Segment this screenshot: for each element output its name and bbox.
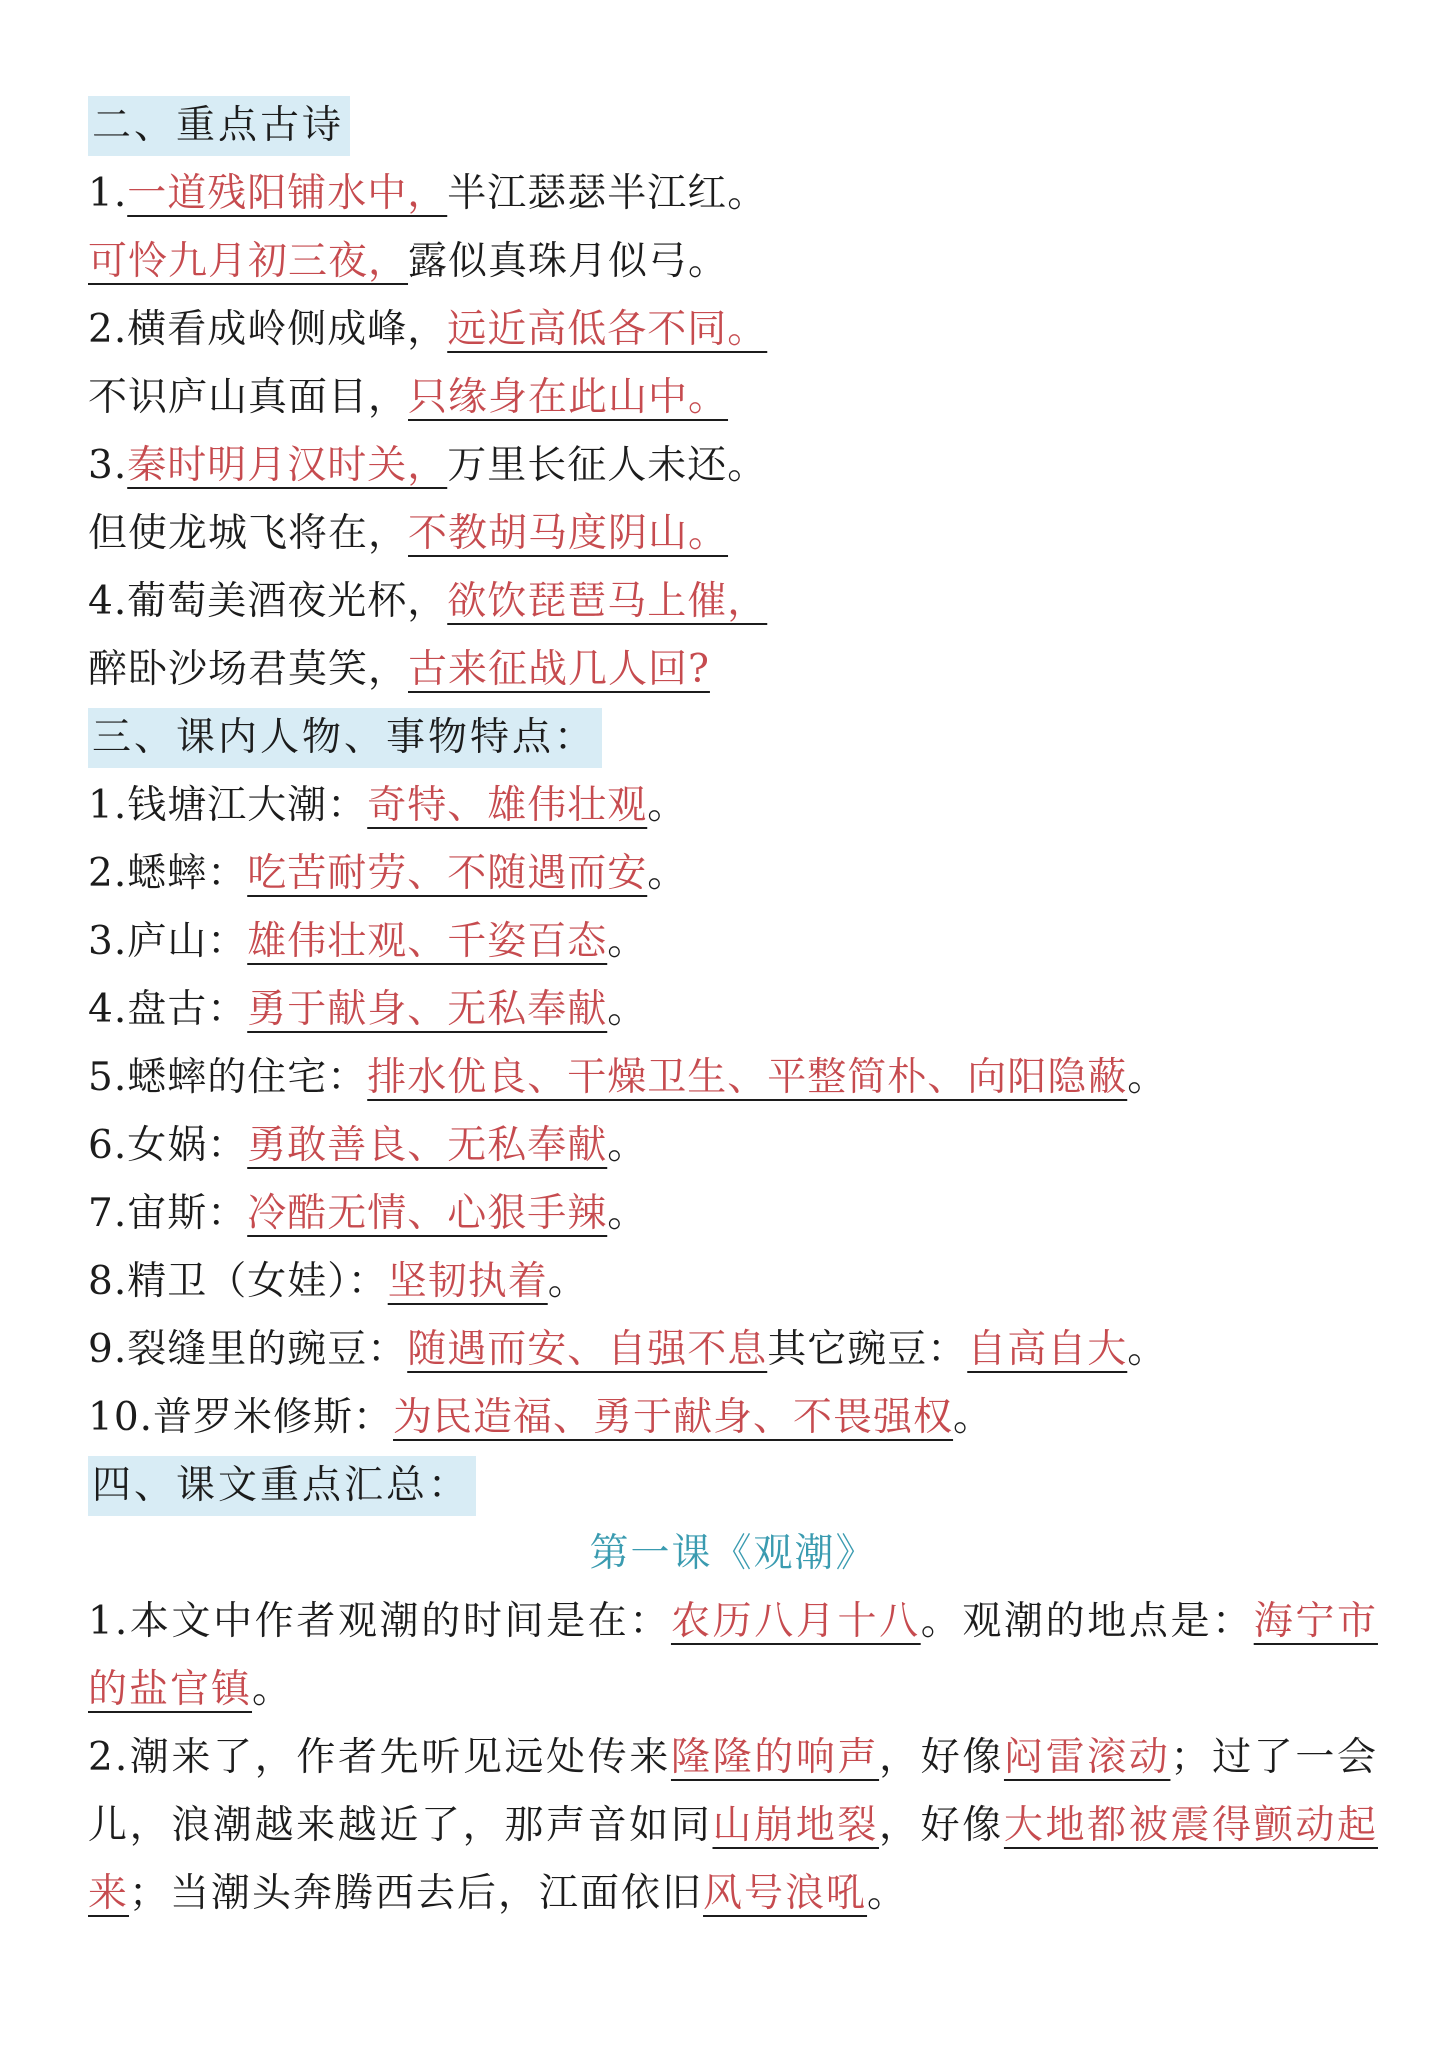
trait-end: 。 [607,919,648,964]
trait-end: 。 [1127,1327,1168,1372]
poem-text: 但使龙城飞将在， [88,511,409,556]
trait-end: 。 [607,987,648,1032]
section-heading-row [88,92,1378,160]
poem-line [88,296,1378,364]
trait-answer: 排水优良、干燥卫生、平整简朴、向阳隐蔽 [367,1055,1128,1100]
item-number: 3. [88,443,128,488]
trait-answer: 勇敢善良、无私奉献 [247,1123,608,1168]
section-heading-poems: 二、重点古诗 [88,96,350,156]
answer-text: 大地都被震得颤动起来 [88,1803,1378,1916]
trait-item [88,1316,1378,1384]
section-heading-characters: 三、课内人物、事物特点： [88,708,602,768]
trait-end: 。 [607,1191,648,1236]
question-text: 1.本文中作者观潮的时间是在： [88,1599,671,1644]
answer-text: 农历八月十八 [670,1599,921,1644]
question-text: 。观潮的地点是： [920,1599,1254,1644]
trait-answer: 雄伟壮观、千姿百态 [247,919,608,964]
answer-text: 秦时明月汉时关， [127,443,448,488]
poem-line [88,636,1378,704]
summary-question-1 [88,1588,1378,1724]
answer-text: 隆隆的响声 [670,1735,880,1780]
answer-text: 只缘身在此山中。 [408,375,729,420]
trait-item [88,1180,1378,1248]
answer-text: 山崩地裂 [712,1803,880,1848]
answer-text: 一道残阳铺水中， [127,171,448,216]
answer-text: 可怜九月初三夜， [88,239,409,284]
trait-item [88,1112,1378,1180]
trait-answer: 坚韧执着 [387,1259,548,1304]
summary-question-2 [88,1724,1378,1928]
trait-answer: 随遇而安、自强不息 [407,1327,768,1372]
poem-text: 横看成岭侧成峰， [127,307,448,352]
trait-item [88,840,1378,908]
trait-end: 。 [647,783,688,828]
trait-label: 6.女娲： [88,1123,248,1168]
trait-item [88,1044,1378,1112]
trait-answer-2: 自高自大 [967,1327,1128,1372]
poem-line [88,364,1378,432]
trait-label: 2.蟋蟀： [88,851,248,896]
trait-mid: 其它豌豆： [767,1327,968,1372]
trait-label: 3.庐山： [88,919,248,964]
section-heading-row [88,1452,1378,1520]
trait-end: 。 [647,851,688,896]
poem-line [88,228,1378,296]
trait-answer: 为民造福、勇于献身、不畏强权 [393,1395,954,1440]
poem-line [88,500,1378,568]
document-page [88,92,1378,1928]
poem-line [88,160,1378,228]
poem-text: 不识庐山真面目， [88,375,409,420]
trait-answer: 奇特、雄伟壮观 [367,783,648,828]
trait-label: 7.宙斯： [88,1191,248,1236]
trait-label: 9.裂缝里的豌豆： [88,1327,408,1372]
poem-text: 万里长征人未还。 [447,443,768,488]
trait-item [88,908,1378,976]
poem-text: 半江瑟瑟半江红。 [447,171,768,216]
trait-item [88,1248,1378,1316]
section-heading-row [88,704,1378,772]
question-text: ；当潮头奔腾西去后，江面依旧 [129,1871,704,1916]
poem-text: 醉卧沙场君莫笑， [88,647,409,692]
answer-text: 闷雷滚动 [1003,1735,1171,1780]
trait-answer: 冷酷无情、心狠手辣 [247,1191,608,1236]
trait-item [88,976,1378,1044]
poem-line [88,432,1378,500]
answer-text: 远近高低各不同。 [447,307,768,352]
poem-text: 葡萄美酒夜光杯， [127,579,448,624]
trait-end: 。 [953,1395,994,1440]
answer-text: 不教胡马度阴山。 [408,511,729,556]
trait-label: 5.蟋蟀的住宅： [88,1055,368,1100]
poem-text: 露似真珠月似弓。 [408,239,729,284]
answer-text: 欲饮琵琶马上催， [447,579,768,624]
question-text: 。 [252,1667,294,1712]
trait-end: 。 [547,1259,588,1304]
item-number: 4. [88,579,128,624]
trait-answer: 勇于献身、无私奉献 [247,987,608,1032]
lesson-title: 第一课《观潮》 [589,1531,877,1576]
poem-line [88,568,1378,636]
question-text: ，好像 [879,1803,1004,1848]
trait-item [88,1384,1378,1452]
trait-label: 4.盘古： [88,987,248,1032]
trait-label: 10.普罗米修斯： [88,1395,394,1440]
answer-text: 古来征战几人回? [408,647,710,692]
trait-answer: 吃苦耐劳、不随遇而安 [247,851,648,896]
trait-label: 8.精卫（女娃）： [88,1259,388,1304]
question-text: ，好像 [879,1735,1004,1780]
question-text: 2.潮来了，作者先听见远处传来 [88,1735,671,1780]
trait-end: 。 [607,1123,648,1168]
answer-text: 海宁市的盐官镇 [88,1599,1378,1712]
trait-label: 1.钱塘江大潮： [88,783,368,828]
item-number: 2. [88,307,128,352]
item-number: 1. [88,171,128,216]
trait-item [88,772,1378,840]
trait-end: 。 [1127,1055,1168,1100]
question-text: 。 [867,1871,909,1916]
question-text: ；过了一会儿，浪潮越来越近了，那声音如同 [88,1735,1378,1848]
answer-text: 风号浪吼 [703,1871,868,1916]
section-heading-summary: 四、课文重点汇总： [88,1456,476,1516]
